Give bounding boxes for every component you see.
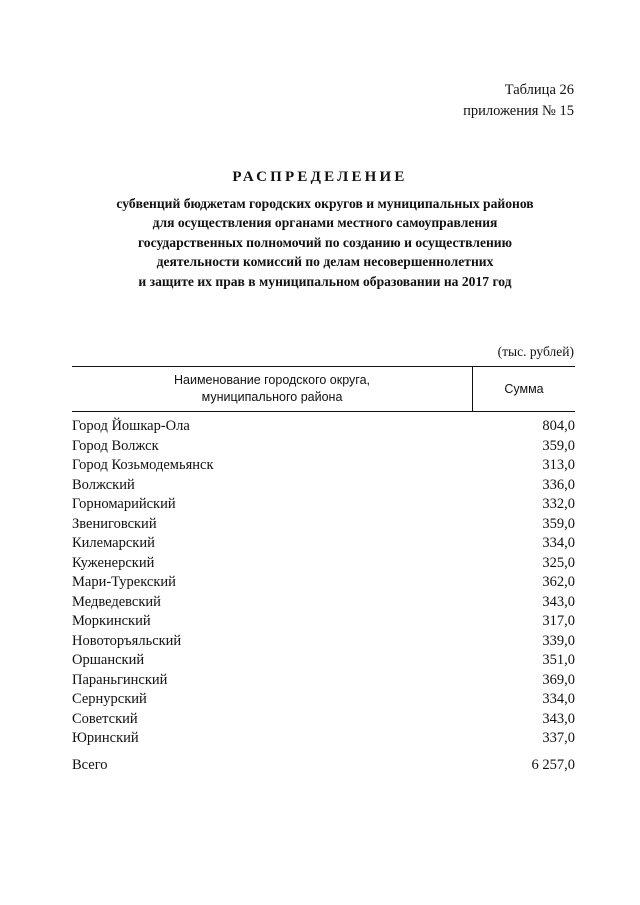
table-row xyxy=(72,554,575,574)
row-name: Новоторъяльский xyxy=(72,632,182,649)
row-value: 362,0 xyxy=(542,574,575,590)
row-name: Сернурский xyxy=(72,691,147,707)
row-value: 339,0 xyxy=(542,632,575,649)
table-row xyxy=(72,515,575,535)
total-row xyxy=(72,755,575,775)
table-row xyxy=(72,671,575,691)
document-title: РАСПРЕДЕЛЕНИЕ xyxy=(232,169,408,185)
total-label: Всего xyxy=(72,756,108,773)
table-row xyxy=(72,710,575,730)
table-row xyxy=(72,534,575,554)
row-value: 332,0 xyxy=(542,496,575,512)
column-header-name-line: муниципального района xyxy=(201,390,343,404)
row-name: Город Козьмодемьянск xyxy=(72,457,214,473)
row-name: Мари-Турекский xyxy=(72,574,176,590)
document-subtitle xyxy=(60,194,590,291)
row-name: Килемарский xyxy=(72,535,155,551)
row-value: 359,0 xyxy=(542,437,575,454)
row-name: Горномарийский xyxy=(72,496,176,512)
row-name: Волжский xyxy=(72,476,135,493)
row-value: 313,0 xyxy=(542,457,575,473)
table-row xyxy=(72,612,575,632)
table-body xyxy=(72,417,575,749)
column-header-name-line: Наименование городского округа, xyxy=(174,373,370,387)
table-row xyxy=(72,729,575,749)
row-value: 804,0 xyxy=(542,418,575,434)
subtitle-line: субвенций бюджетам городских округов и муниципальных районов xyxy=(116,196,534,211)
table-row xyxy=(72,573,575,593)
row-value: 351,0 xyxy=(542,652,575,668)
row-value: 337,0 xyxy=(542,730,575,746)
table-row xyxy=(72,495,575,515)
row-name: Советский xyxy=(72,710,138,727)
table-row xyxy=(72,593,575,613)
row-value: 317,0 xyxy=(542,613,575,629)
row-value: 369,0 xyxy=(542,671,575,688)
units-label: (тыс. рублей) xyxy=(497,344,574,359)
table-row xyxy=(72,651,575,671)
subtitle-line: государственных полномочий по созданию и осуществлению xyxy=(137,234,513,250)
table-row xyxy=(72,476,575,496)
row-value: 336,0 xyxy=(542,476,575,493)
row-name: Оршанский xyxy=(72,652,145,668)
row-name: Куженерский xyxy=(72,554,155,571)
row-value: 343,0 xyxy=(542,593,575,610)
subtitle-line: деятельности комиссий по делам несовершеннолетних xyxy=(156,254,494,270)
column-header-name xyxy=(72,367,473,411)
table-row xyxy=(72,632,575,652)
row-name: Звениговский xyxy=(72,515,157,532)
row-name: Медведевский xyxy=(72,593,161,610)
appendix-number: приложения № 15 xyxy=(463,103,574,119)
row-name: Параньгинский xyxy=(72,671,168,688)
table-row xyxy=(72,437,575,457)
row-name: Город Йошкар-Ола xyxy=(72,418,190,434)
subtitle-line: для осуществления органами местного самоуправления xyxy=(152,215,498,231)
table-header xyxy=(72,366,575,412)
table-row xyxy=(72,417,575,437)
row-name: Моркинский xyxy=(72,613,151,629)
row-value: 334,0 xyxy=(542,691,575,707)
column-header-sum: Сумма xyxy=(504,382,544,396)
table-row xyxy=(72,456,575,476)
subtitle-line: и защите их прав в муниципальном образовании на 2017 год xyxy=(138,273,512,289)
distribution-table xyxy=(72,366,575,775)
row-name: Юринский xyxy=(72,730,139,746)
table-reference xyxy=(463,80,574,122)
row-value: 334,0 xyxy=(542,535,575,551)
row-name: Город Волжск xyxy=(72,437,159,454)
total-value: 6 257,0 xyxy=(531,756,575,773)
row-value: 343,0 xyxy=(542,710,575,727)
table-row xyxy=(72,690,575,710)
row-value: 359,0 xyxy=(542,515,575,532)
row-value: 325,0 xyxy=(542,554,575,571)
table-number: Таблица 26 xyxy=(504,82,574,98)
